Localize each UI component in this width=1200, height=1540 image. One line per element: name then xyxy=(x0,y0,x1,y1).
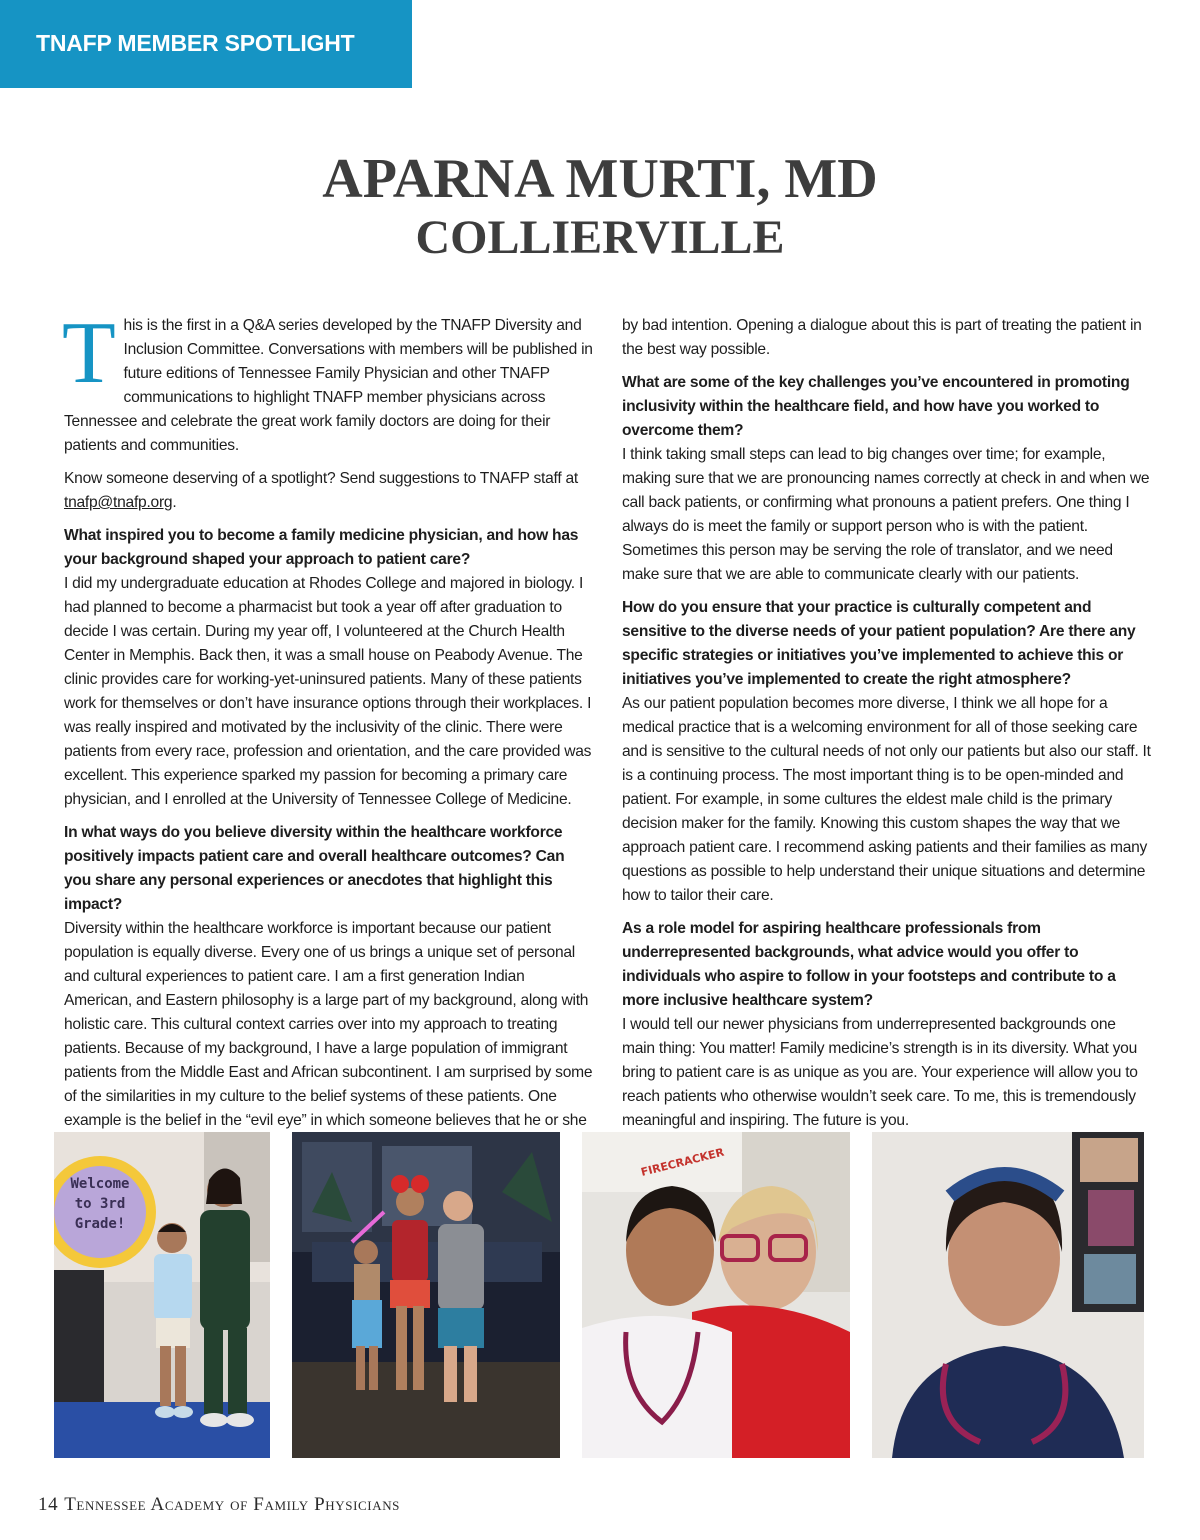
intro-text: his is the first in a Q&A series developed by the TNAFP Diversity and Inclusion Committee. Conversations with members will be published in future editions of Tennessee Family Physician and other TNAFP communications to highlight TNAFP member physicians across Tennessee and celebrate the great work family doctors are doing for their patients and communities. xyxy=(64,317,593,454)
page-title: APARNA MURTI, MD xyxy=(322,148,878,210)
spotlight-paragraph: Know someone deserving of a spotlight? Send suggestions to TNAFP staff at tnafp@tnafp.org. xyxy=(64,470,578,511)
page-subtitle: COLLIERVILLE xyxy=(415,211,785,264)
left-column xyxy=(62,305,594,1166)
answer-5: I would tell our newer physicians from underrepresented backgrounds one main thing: You matter! Family medicine’s strength is in its diversity. What you bring to patient care is as unique as you are. Your experience will allow you to reach patients who otherwise wouldn’t seek care. To me, this is tremendously meaningful and inspiring. The future is you. xyxy=(622,1016,1138,1129)
section-tag-label: TNAFP MEMBER SPOTLIGHT xyxy=(36,30,355,56)
photo-classroom xyxy=(54,1132,270,1458)
photo-portrait xyxy=(872,1132,1144,1458)
question-3: What are some of the key challenges you’ve encountered in promoting inclusivity within the healthcare field, and how have you worked to overcome them? xyxy=(622,374,1130,439)
question-2: In what ways do you believe diversity within the healthcare workforce positively impacts patient care and overall healthcare outcomes? Can you share any personal experiences or anecdotes that highlight this impact? xyxy=(64,824,565,913)
photo-selfie xyxy=(582,1132,850,1458)
question-4: How do you ensure that your practice is culturally competent and sensitive to the diverse needs of your patient population? Are there any specific strategies or initiatives you’ve implemented to achieve this or initiatives you’ve implemented to create the right atmosphere? xyxy=(622,599,1136,688)
drop-cap: T xyxy=(62,305,116,402)
answer-1: I did my undergraduate education at Rhodes College and majored in biology. I had planned to become a pharmacist but took a year off after graduation to decide I was certain. During my year off, I volunteered at the Church Health Center in Memphis. Back then, it was a small house on Peabody Avenue. The clinic provides care for working-yet-uninsured patients. Many of these patients work for themselves or don’t have insurance options through their workplaces. I was really inspired and motivated by the inclusivity of the clinic. There were patients from every race, profession and orientation, and the care provided was excellent. This experience sparked my passion for becoming a primary care physician, and I enrolled at the University of Tennessee College of Medicine. xyxy=(64,575,592,808)
page-number: 14 xyxy=(38,1494,59,1515)
question-1: What inspired you to become a family medicine physician, and how has your background shaped your approach to patient care? xyxy=(64,527,579,568)
answer-4: As our patient population becomes more diverse, I think we all hope for a medical practice that is a welcoming environment for all of those seeking care and is sensitive to the cultural needs of not only our patients but also our staff. It is a continuing process. The most important thing is to be open-minded and patient. For example, in some cultures the eldest male child is the primary decision maker for the family. Knowing this custom shapes the way that we approach patient care. I recommend asking patients and their families as many questions as possible to help understand their unique situations and determine how to tailor their care. xyxy=(622,695,1151,904)
answer-3: I think taking small steps can lead to big changes over time; for example, making sure that we are pronouncing names correctly at check in and when we call back patients, or confirming what pronouns a patient prefers. One thing I always do is meet the family or support person who is with the patient. Sometimes this person may be serving the role of translator, and we need make sure that we are able to communicate clearly with our patients. xyxy=(622,446,1150,583)
sign-line-2: to 3rd xyxy=(74,1196,126,1212)
page-footer xyxy=(38,1494,400,1516)
right-column xyxy=(622,314,1152,1142)
sign-line-1: Welcome xyxy=(70,1176,130,1192)
photo-strip xyxy=(0,1132,1200,1458)
question-5: As a role model for aspiring healthcare professionals from underrepresented backgrounds, what advice would you offer to individuals who aspire to follow in your footsteps and contribute to a more inclusive healthcare system? xyxy=(622,920,1116,1009)
title-block xyxy=(0,148,1200,266)
sign-line-3: Grade! xyxy=(74,1216,126,1232)
answer-2: Diversity within the healthcare workforce is important because our patient population is equally diverse. Every one of us brings a unique set of personal and cultural experiences to patient care. I am a first generation Indian American, and Eastern philosophy is a large part of my background, along with holistic care. This cultural context carries over into my approach to treating patients. Because of my background, I have a large population of immigrant patients from the Middle East and African subcontinent. I am surprised by some of the similarities in my culture to the belief systems of these patients. One example is the belief in the “evil eye” in which someone believes that he or she xyxy=(64,920,593,1129)
intro-paragraph xyxy=(62,305,594,458)
section-tag xyxy=(0,0,412,88)
publication-name: Tennessee Academy of Family Physicians xyxy=(64,1494,401,1515)
answer-2-continued: by bad intention. Opening a dialogue about this is part of treating the patient in the best way possible. xyxy=(622,317,1142,358)
photo-night-pool xyxy=(292,1132,560,1458)
email-link[interactable]: tnafp@tnafp.org xyxy=(64,494,173,511)
headband-text: FIRECRACKER xyxy=(639,1145,726,1179)
